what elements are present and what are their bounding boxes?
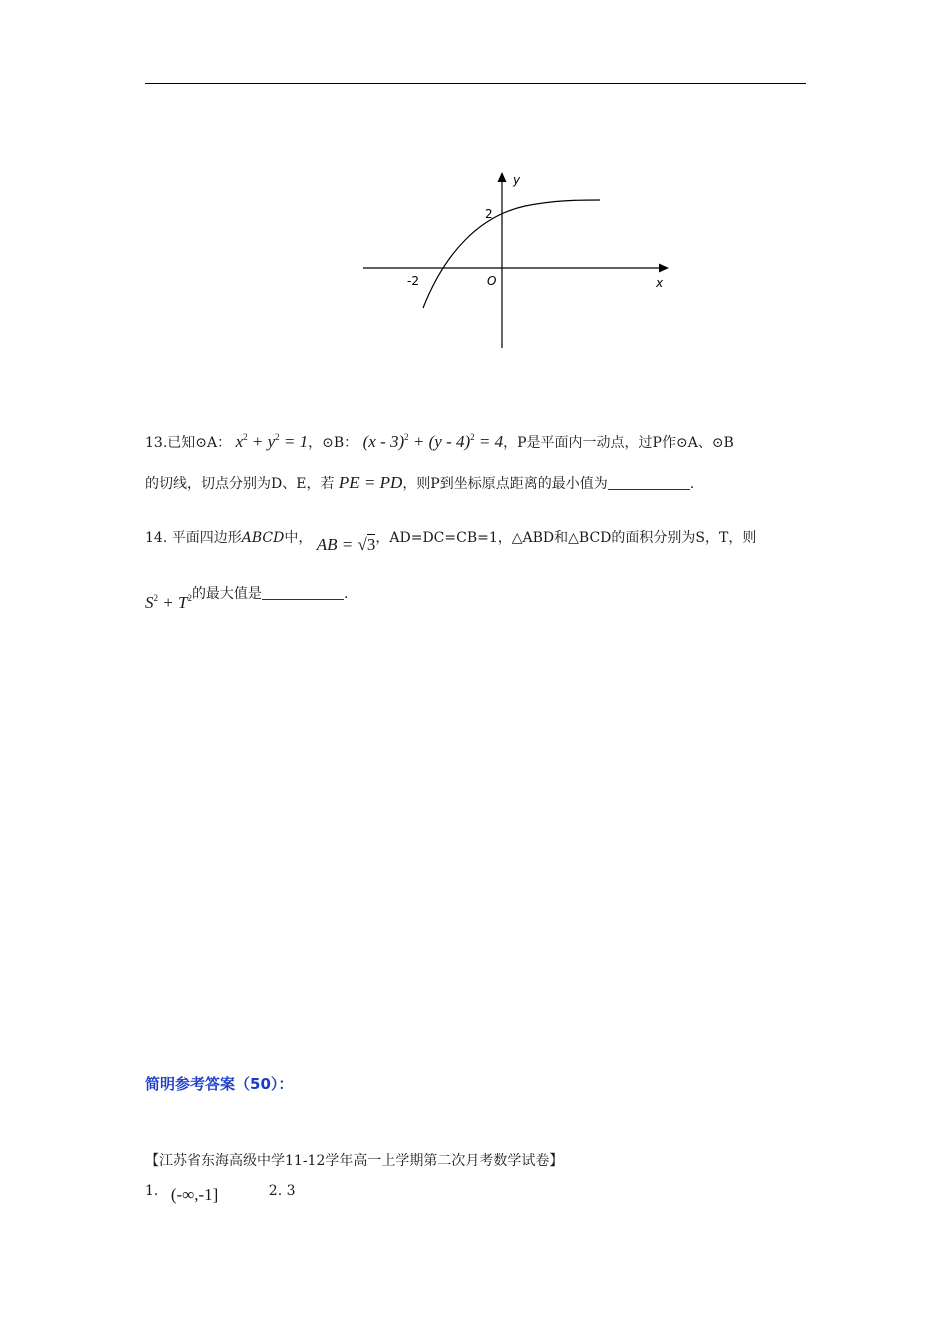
q13-text5: ，则P到坐标原点距离的最小值为 <box>402 476 608 492</box>
q13-answer-blank[interactable] <box>608 475 690 490</box>
tick-y-label: 2 <box>485 207 493 221</box>
y-axis-label: y <box>513 173 521 187</box>
q14-quad: ABCD <box>241 530 285 546</box>
answers-source: 【江苏省东海高级中学11-12学年高一上学期第二次月考数学试卷】 <box>145 1153 564 1169</box>
answer-2: 2. 3 <box>268 1183 296 1199</box>
q14-text3: ，AD=DC=CB=1，△ABD和△BCD的面积分别为S，T，则 <box>375 530 757 546</box>
q13-end: . <box>689 476 695 492</box>
q14-text4: 的最大值是 <box>191 586 262 602</box>
q14-eq-sum: $S^2 + T^2$ <box>145 593 192 612</box>
q14-end: . <box>343 586 349 602</box>
x-axis-arrow-icon <box>659 264 669 273</box>
q13-line2 <box>145 473 694 494</box>
q14-line1 <box>145 527 757 554</box>
q13-text1: 已知⊙A： <box>167 435 232 451</box>
x-axis-label: x <box>656 276 664 290</box>
q14-answer-blank[interactable] <box>262 585 344 600</box>
q13-text3: ，P是平面内一动点，过P作⊙A、⊙B <box>503 435 734 451</box>
tick-x-label: -2 <box>407 274 419 288</box>
header-rule <box>145 83 806 84</box>
y-axis-arrow-icon <box>498 172 507 182</box>
q13-text4: 的切线，切点分别为D、E，若 <box>145 476 335 492</box>
q14-text1: 平面四边形 <box>171 530 242 546</box>
q14-line2 <box>145 578 349 612</box>
q13-text2: ，⊙B： <box>308 435 359 451</box>
q14-number: 14. <box>145 530 168 546</box>
origin-label: O <box>487 274 497 288</box>
answer-1-value: (-∞,-1] <box>170 1185 219 1204</box>
answer-1-number: 1. <box>145 1183 159 1199</box>
q13-eq-condition: PE = PD <box>338 473 403 492</box>
answers-row <box>145 1180 296 1204</box>
q14-text2: 中， <box>284 530 313 546</box>
q13-line1 <box>145 427 734 453</box>
q13-eq-circle-a: $x^2 + y^2 = 1$ <box>235 432 309 451</box>
answers-heading: 简明参考答案（50）： <box>145 1075 294 1093</box>
q14-eq-ab: AB = √3 <box>316 535 376 554</box>
q13-eq-circle-b: (x - 3)$^2$ + (y - 4)$^2$ = 4 <box>362 432 504 451</box>
q13-number: 13. <box>145 435 168 451</box>
function-graph <box>355 160 675 355</box>
curve <box>423 200 600 308</box>
